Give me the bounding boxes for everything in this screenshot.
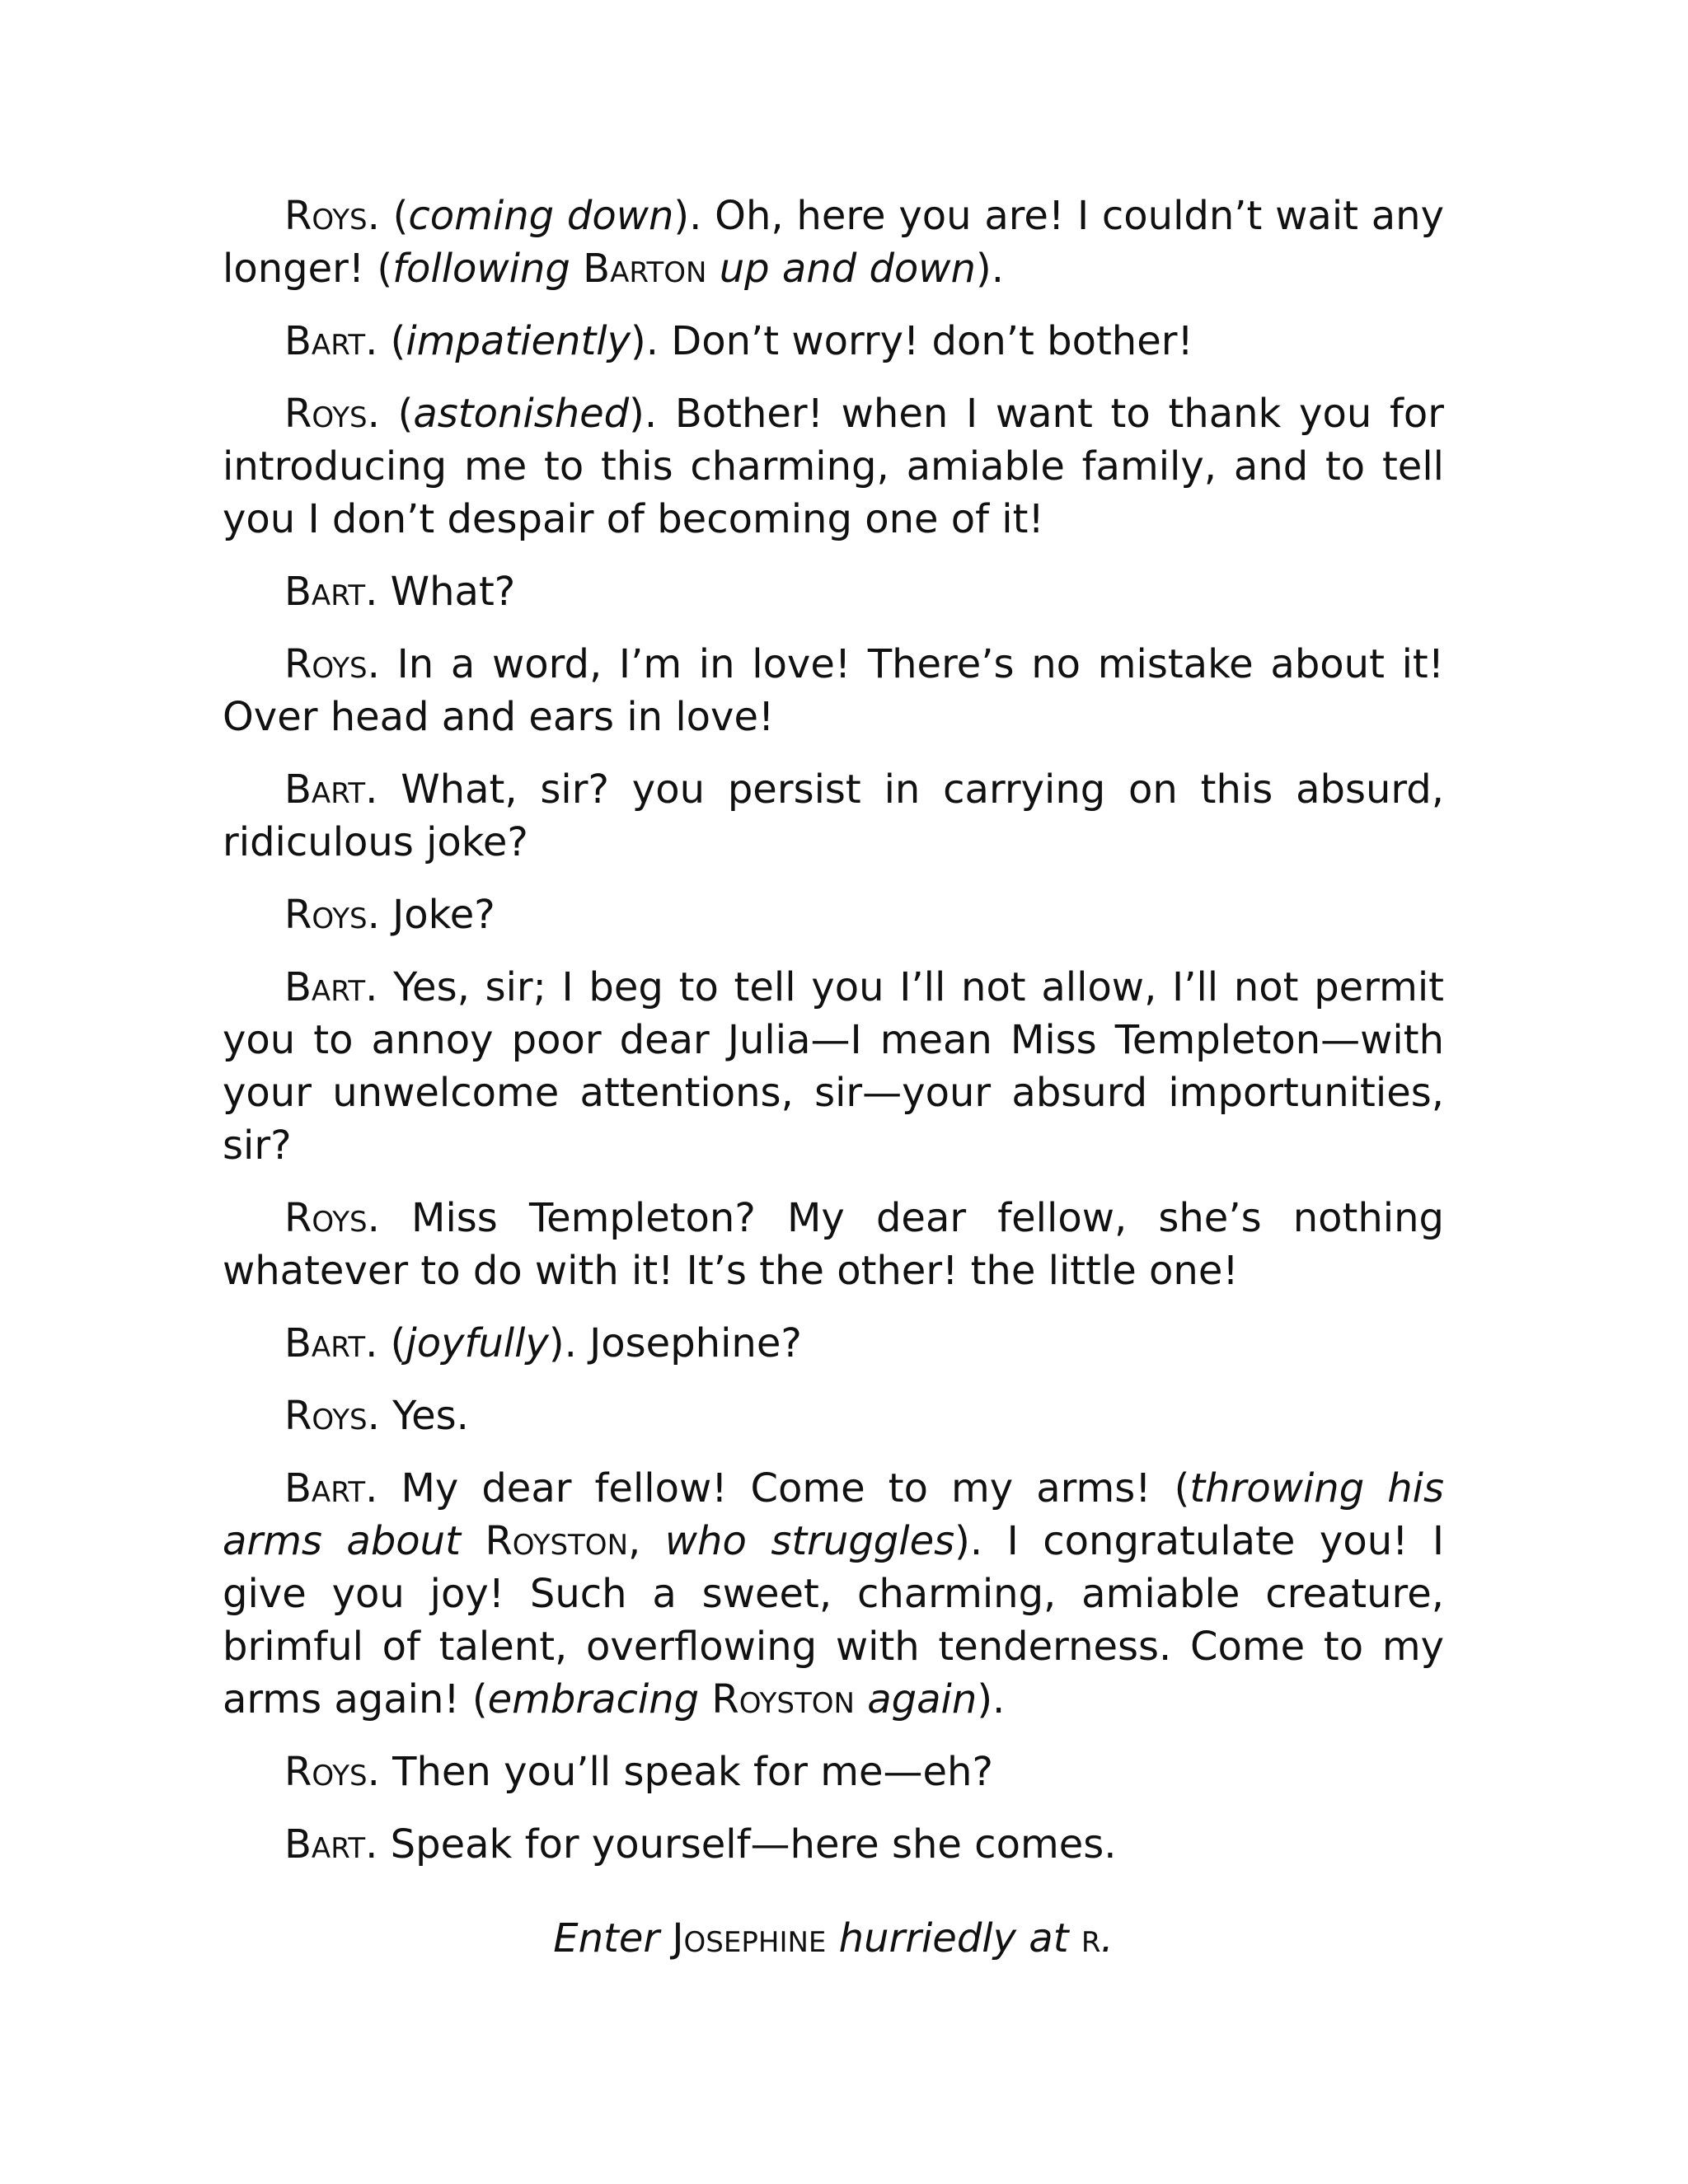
dialogue-paragraph xyxy=(223,1390,1444,1442)
italic-run: . xyxy=(1100,1915,1114,1961)
dialogue-paragraph xyxy=(223,1462,1444,1726)
speaker-name: Bart. xyxy=(284,1821,378,1868)
text-run: ( xyxy=(392,193,409,239)
text-run: ( xyxy=(390,1320,406,1366)
text-run xyxy=(826,1915,838,1961)
dialogue-paragraph xyxy=(223,888,1444,941)
stage-direction xyxy=(223,1912,1444,1965)
italic-run: impatiently xyxy=(406,318,631,364)
text-run: ). Josephine? xyxy=(548,1320,802,1366)
character-name: Royston xyxy=(711,1676,855,1722)
italic-run: Enter xyxy=(553,1915,660,1961)
speaker-name: Roys. xyxy=(284,1749,380,1795)
dialogue xyxy=(223,190,1444,1871)
text-run xyxy=(570,246,583,292)
dialogue-paragraph xyxy=(223,961,1444,1172)
dialogue-paragraph xyxy=(223,763,1444,869)
speaker-name: Roys. xyxy=(284,641,380,687)
text-run: Then you’ll speak for me—eh? xyxy=(392,1749,993,1795)
text-run xyxy=(461,1518,485,1564)
italic-run: up and down xyxy=(719,246,976,292)
text-run: What, sir? you persist in carrying on this absurd, ridiculous joke? xyxy=(223,766,1445,865)
dialogue-paragraph xyxy=(223,638,1444,743)
text-run: Yes. xyxy=(392,1393,469,1439)
character-name: Josephine xyxy=(672,1915,827,1961)
dialogue-paragraph xyxy=(223,1746,1444,1798)
dialogue-paragraph xyxy=(223,565,1444,618)
script-page xyxy=(223,190,1444,1965)
italic-run: who struggles xyxy=(664,1518,955,1564)
character-name: r xyxy=(1081,1915,1101,1961)
text-run: ( xyxy=(390,318,406,364)
text-run xyxy=(855,1676,867,1722)
speaker-name: Bart. xyxy=(284,1465,378,1511)
text-run: ). Don’t worry! don’t bother! xyxy=(631,318,1193,364)
text-run: Speak for yourself—here she comes. xyxy=(390,1821,1117,1868)
text-run: , xyxy=(628,1518,665,1564)
text-run: Yes, sir; I beg to tell you I’ll not allow, I’ll not permit you to annoy poor dear Julia—I mean Miss Templeton—with your unwelcome attentions, sir—your absurd importunities, sir? xyxy=(223,964,1445,1169)
speaker-name: Roys. xyxy=(284,1393,380,1439)
text-run: My dear fellow! Come to my arms! ( xyxy=(401,1465,1190,1511)
italic-run: throwing his arms about xyxy=(223,1465,1444,1564)
text-run: Joke? xyxy=(392,892,495,938)
text-run: What? xyxy=(390,569,516,615)
italic-run: embracing xyxy=(487,1676,700,1722)
speaker-name: Bart. xyxy=(284,569,378,615)
dialogue-paragraph xyxy=(223,315,1444,368)
speaker-name: Bart. xyxy=(284,766,378,813)
italic-run: astonished xyxy=(413,391,630,437)
text-run xyxy=(706,246,719,292)
italic-run: again xyxy=(867,1676,978,1722)
text-run: ). Bother! when I want to thank you for introducing me to this charming, amiable family, and to tell you I don’t despair of becoming one of it! xyxy=(223,391,1444,542)
text-run: ). xyxy=(977,1676,1006,1722)
italic-run: hurriedly at xyxy=(838,1915,1069,1961)
character-name: Barton xyxy=(583,246,707,292)
text-run: ). Oh, here you are! I couldn’t wait any longer! ( xyxy=(223,193,1444,292)
text-run: ). I congratulate you! I give you joy! Such a sweet, charming, amiable creature, brimful of talent, overflowing with tenderness. Come to my arms again! ( xyxy=(223,1518,1445,1722)
text-run xyxy=(659,1915,672,1961)
dialogue-paragraph xyxy=(223,387,1444,546)
speaker-name: Bart. xyxy=(284,1320,378,1366)
italic-run: coming down xyxy=(408,193,674,239)
italic-run: following xyxy=(392,246,570,292)
speaker-name: Roys. xyxy=(284,391,380,437)
speaker-name: Bart. xyxy=(284,318,378,364)
speaker-name: Bart. xyxy=(284,964,378,1010)
dialogue-paragraph xyxy=(223,190,1444,295)
text-run: ). xyxy=(975,246,1004,292)
speaker-name: Roys. xyxy=(284,1195,380,1241)
dialogue-paragraph xyxy=(223,1192,1444,1297)
text-run: ( xyxy=(397,391,414,437)
text-run: In a word, I’m in love! There’s no mistake about it! Over head and ears in love! xyxy=(223,641,1444,740)
text-run xyxy=(699,1676,711,1722)
italic-run: joyfully xyxy=(406,1320,549,1366)
speaker-name: Roys. xyxy=(284,892,380,938)
dialogue-paragraph xyxy=(223,1317,1444,1370)
character-name: Royston xyxy=(485,1518,629,1564)
text-run: Miss Templeton? My dear fellow, she’s nothing whatever to do with it! It’s the other! the little one! xyxy=(223,1195,1444,1294)
text-run xyxy=(1069,1915,1081,1961)
dialogue-paragraph xyxy=(223,1818,1444,1871)
speaker-name: Roys. xyxy=(284,193,380,239)
